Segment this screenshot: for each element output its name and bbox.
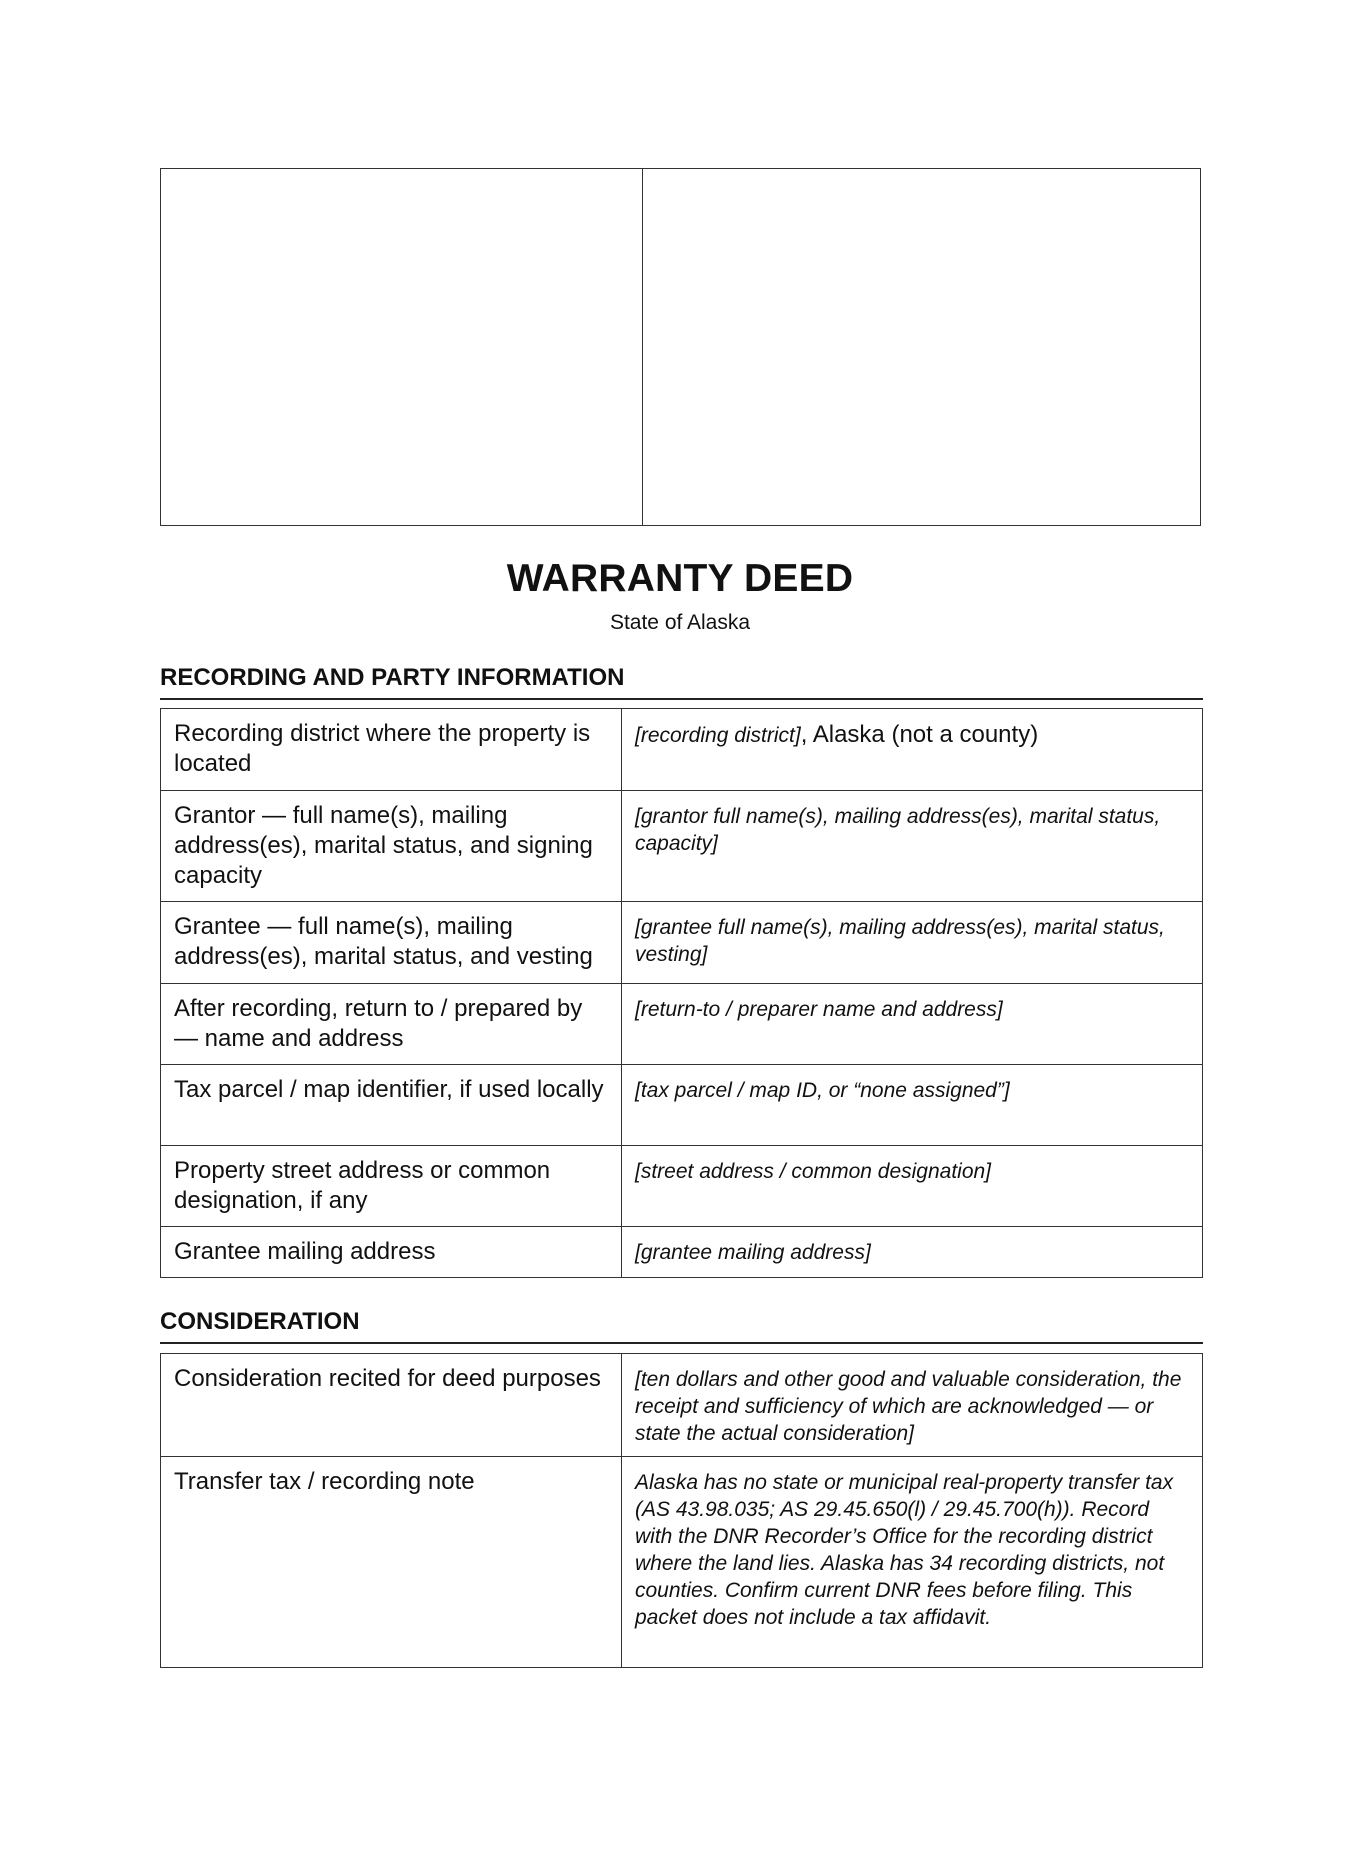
recording-box-right-panel	[643, 169, 1200, 525]
field-value[interactable]: [tax parcel / map ID, or “none assigned”]	[622, 1065, 1203, 1146]
section-heading-consideration: CONSIDERATION	[160, 1308, 1203, 1344]
field-label: After recording, return to / prepared by — name and address	[161, 984, 622, 1065]
field-label: Property street address or common designation, if any	[161, 1146, 622, 1227]
field-value-suffix: , Alaska (not a county)	[800, 721, 1039, 748]
recording-party-table	[160, 708, 1203, 1278]
field-label: Tax parcel / map identifier, if used locally	[161, 1065, 622, 1146]
field-label: Recording district where the property is located	[161, 709, 622, 791]
field-label: Transfer tax / recording note	[161, 1457, 622, 1668]
field-label: Grantee — full name(s), mailing address(es), marital status, and vesting	[161, 902, 622, 984]
table-row	[161, 1457, 1203, 1668]
field-value[interactable]: [grantee full name(s), mailing address(es), marital status, vesting]	[622, 902, 1203, 984]
table-row	[161, 1065, 1203, 1146]
recording-box-left-panel	[161, 169, 643, 525]
field-value[interactable]: [grantee mailing address]	[622, 1227, 1203, 1278]
document-subtitle: State of Alaska	[609, 611, 751, 634]
table-row	[161, 1146, 1203, 1227]
table-row	[161, 709, 1203, 791]
table-row	[161, 984, 1203, 1065]
consideration-table	[160, 1353, 1203, 1668]
field-value[interactable]	[622, 709, 1203, 791]
field-label: Consideration recited for deed purposes	[161, 1354, 622, 1457]
field-label: Grantee mailing address	[161, 1227, 622, 1278]
field-value[interactable]: [grantor full name(s), mailing address(es), marital status, capacity]	[622, 791, 1203, 902]
field-value-placeholder: [recording district]	[635, 724, 801, 747]
field-label: Grantor — full name(s), mailing address(es), marital status, and signing capacity	[161, 791, 622, 902]
table-row	[161, 1354, 1203, 1457]
table-row	[161, 1227, 1203, 1278]
field-value[interactable]: [return-to / preparer name and address]	[622, 984, 1203, 1065]
field-value[interactable]: [ten dollars and other good and valuable consideration, the receipt and sufficiency of which are acknowledged — or state the actual consideration]	[622, 1354, 1203, 1457]
recording-stamp-area	[160, 168, 1201, 526]
section-heading-recording: RECORDING AND PARTY INFORMATION	[160, 664, 1203, 700]
table-row	[161, 791, 1203, 902]
field-value[interactable]: [street address / common designation]	[622, 1146, 1203, 1227]
table-row	[161, 902, 1203, 984]
document-title: WARRANTY DEED	[506, 557, 854, 600]
field-value: Alaska has no state or municipal real-property transfer tax (AS 43.98.035; AS 29.45.650(l) / 29.45.700(h)). Record with the DNR Recorder’s Office for the recording district where the land lies. Alaska has 34 recording districts, not counties. Confirm current DNR fees before filing. This packet does not include a tax affidavit.	[622, 1457, 1203, 1668]
